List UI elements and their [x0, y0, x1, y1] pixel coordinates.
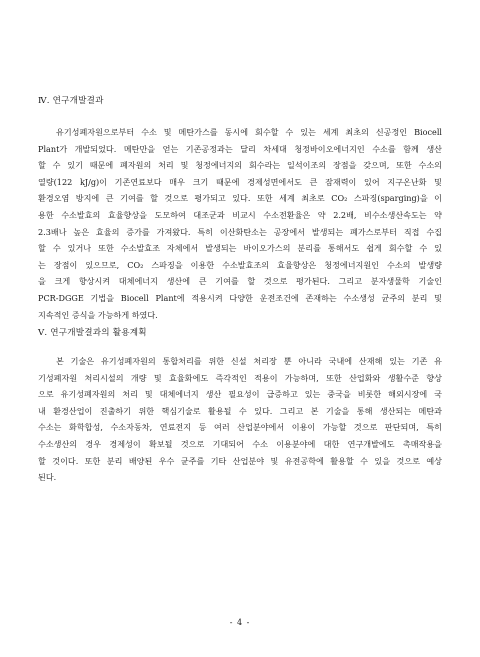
text-line: 할 수 있기 때문에 폐자원의 처리 및 청정에너지의 회수라는 일석이조의 장점을 갖으며, 또한 수소의: [38, 160, 442, 171]
text-line: 환경오염 방지에 큰 기여를 할 것으로 평가되고 있다. 또한 세계 최초로 CO₂ 스파징(sparging)을 이: [38, 193, 442, 204]
text-line: 수소는 화학합성, 수소자동차, 연료전지 등 여러 산업분야에서 이용이 가능할 것으로 판단되며, 특히: [38, 422, 442, 433]
text-line: 2.3배나 높은 효율의 증가를 가져왔다. 특히 이산화탄소는 공장에서 발생되는 폐가스로부터 직접 수집: [38, 226, 442, 237]
page-number: - 4 -: [229, 618, 251, 627]
text-line: 할 것이다. 또한 분리 배양된 우수 균주를 기타 산업분야 및 유전공학에 활용할 수 있을 것으로 예상: [38, 455, 442, 466]
text-line: 지속적인 증식을 가능하게 하였다.: [38, 309, 158, 320]
section-4-heading: Ⅳ. 연구개발결과: [38, 96, 104, 106]
text-line: 으로 유기성폐자원의 처리 및 대체에너지 생산 필요성이 급증하고 있는 중국을 비롯한 해외시장에 국: [38, 389, 442, 400]
text-line: 유기성폐자원으로부터 수소 및 메탄가스를 동시에 회수할 수 있는 세계 최초의 신공정인 Biocell: [56, 127, 442, 137]
text-line: 열량(122 kJ/g)이 기존연료보다 매우 크기 때문에 경제성면에서도 큰 잠재력이 있어 지구온난화 및: [38, 176, 442, 187]
text-line: 는 장점이 있으므로, CO₂ 스파징을 이용한 수소발효조의 효율향상은 청정에너지원인 수소의 발생량: [38, 259, 442, 270]
section-5-heading: Ⅴ. 연구개발결과의 활용계획: [38, 328, 147, 338]
section-5-paragraph: [38, 353, 442, 486]
text-line: 할 수 있거나 또한 수소발효조 자체에서 발생되는 바이오가스의 분리를 통해서도 쉽게 회수할 수 있: [38, 243, 442, 254]
text-line: Plant가 개발되었다. 메탄만을 얻는 기존공정과는 달리 차세대 청정바이오에너지인 수소를 함께 생산: [38, 143, 442, 154]
section-4-paragraph: [38, 124, 442, 323]
text-line: PCR-DGGE 기법을 Biocell Plant에 적용시켜 다양한 운전조건에 존재하는 수소생성 균주의 분리 및: [38, 292, 442, 303]
text-line: 기성폐자원 처리시설의 개량 및 효율화에도 즉각적인 적용이 가능하며, 또한 산업화와 생활수준 향상: [38, 372, 442, 383]
text-line: 을 크게 향상시켜 대체에너지 생산에 큰 기여를 할 것으로 평가된다. 그리고 분자생물학 기술인: [38, 276, 442, 287]
text-line: 수소생산의 경우 경제성이 확보될 것으로 기대되어 수소 이용분야에 대한 연구개발에도 촉매작용을: [38, 438, 442, 449]
text-line: 된다.: [38, 472, 57, 483]
text-line: 용한 수소발효의 효율향상을 도모하여 대조군과 비교시 수소전환율은 약 2.2배, 비수소생산속도는 약: [38, 209, 442, 220]
text-line: 본 기술은 유기성폐자원의 통합처리를 위한 신설 처리장 뿐 아니라 국내에 산재해 있는 기존 유: [56, 356, 442, 366]
text-line: 내 환경산업이 진출하기 위한 핵심기술로 활용될 수 있다. 그리고 본 기술을 통해 생산되는 메탄과: [38, 405, 442, 416]
